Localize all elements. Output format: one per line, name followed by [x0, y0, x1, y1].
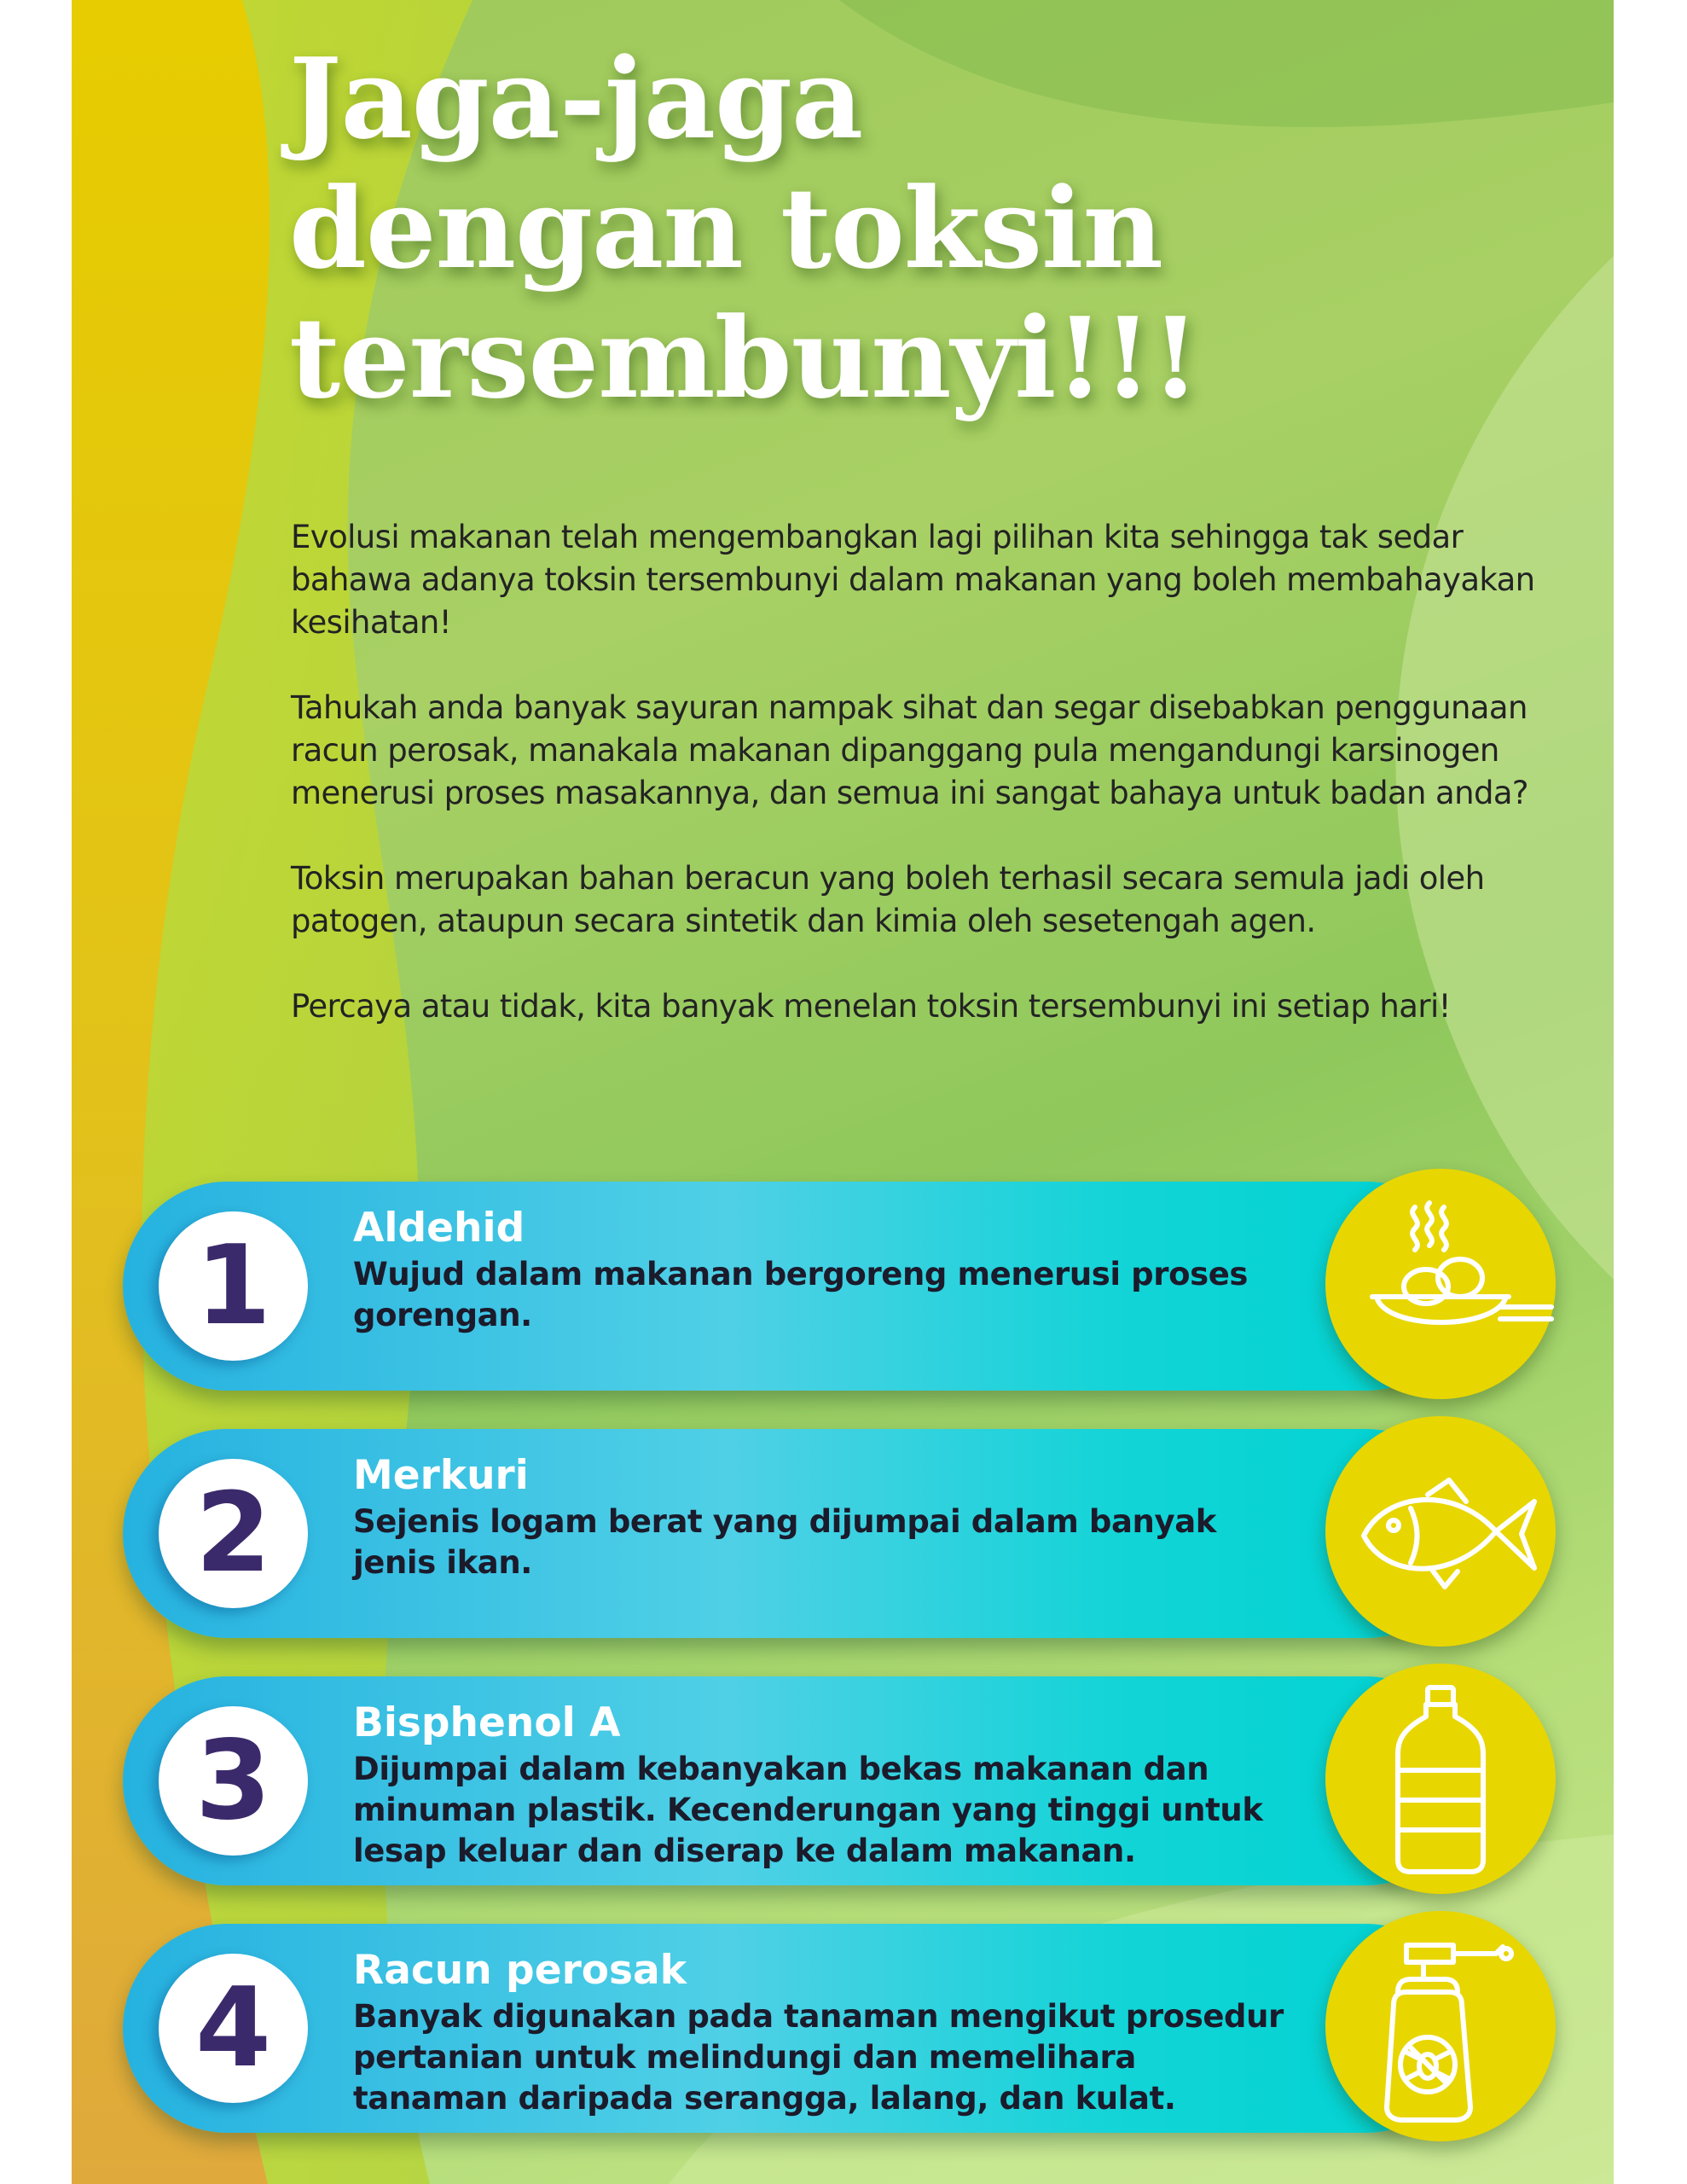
intro-paragraph: Percaya atau tidak, kita banyak menelan toksin tersembunyi ini setiap hari!	[291, 988, 1451, 1025]
toxin-card-aldehid	[123, 1169, 1556, 1399]
number-badge: 4	[159, 1954, 308, 2103]
toxin-name: Merkuri	[353, 1452, 529, 1499]
toxin-description: Banyak digunakan pada tanaman mengikut prosedur pertanian untuk melindungi dan memelihara tanaman daripada serangga, lalang, dan kulat.	[353, 1998, 1284, 2117]
number-badge: 2	[159, 1459, 308, 1608]
number-badge: 3	[159, 1706, 308, 1856]
title-line: tersembunyi!!!	[289, 293, 1199, 423]
toxin-card-bisphenol-a	[123, 1664, 1556, 1894]
poster	[72, 0, 1614, 2184]
poster-title	[289, 34, 1526, 423]
toxin-card-merkuri	[123, 1416, 1556, 1647]
icon-circle	[1325, 1169, 1556, 1399]
toxin-name: Bisphenol A	[353, 1699, 621, 1746]
pesticide-sprayer-icon	[1325, 1911, 1556, 2141]
intro-paragraph: Toksin merupakan bahan beracun yang boleh terhasil secara semula jadi oleh patogen, ataupun secara sintetik dan kimia oleh sesetengah agen.	[291, 860, 1485, 939]
plastic-bottle-icon	[1325, 1664, 1556, 1894]
frying-pan-icon	[1325, 1169, 1556, 1399]
toxin-description: Dijumpai dalam kebanyakan bekas makanan dan minuman plastik. Kecenderungan yang tinggi untuk lesap keluar dan diserap ke dalam makanan.	[353, 1751, 1263, 1869]
fish-icon	[1325, 1416, 1556, 1647]
toxin-name: Aldehid	[353, 1205, 525, 1252]
title-line: Jaga-jaga	[289, 33, 863, 164]
title-line: dengan toksin	[289, 163, 1162, 293]
toxin-description: Wujud dalam makanan bergoreng menerusi proses gorengan.	[353, 1256, 1249, 1333]
number-badge: 1	[159, 1211, 308, 1361]
intro-text	[291, 516, 1570, 1071]
intro-paragraph: Tahukah anda banyak sayuran nampak sihat dan segar disebabkan penggunaan racun perosak, manakala makanan dipanggang pula mengandungi karsinogen menerusi proses masakannya, dan semua ini sangat bahaya untuk badan anda?	[291, 689, 1528, 811]
icon-circle	[1325, 1416, 1556, 1647]
icon-circle	[1325, 1911, 1556, 2141]
toxin-card-racun-perosak	[123, 1911, 1556, 2141]
toxin-name: Racun perosak	[353, 1947, 687, 1994]
icon-circle	[1325, 1664, 1556, 1894]
toxin-description: Sejenis logam berat yang dijumpai dalam banyak jenis ikan.	[353, 1503, 1216, 1581]
intro-paragraph: Evolusi makanan telah mengembangkan lagi pilihan kita sehingga tak sedar bahawa adanya toksin tersembunyi dalam makanan yang boleh membahayakan kesihatan!	[291, 519, 1535, 641]
